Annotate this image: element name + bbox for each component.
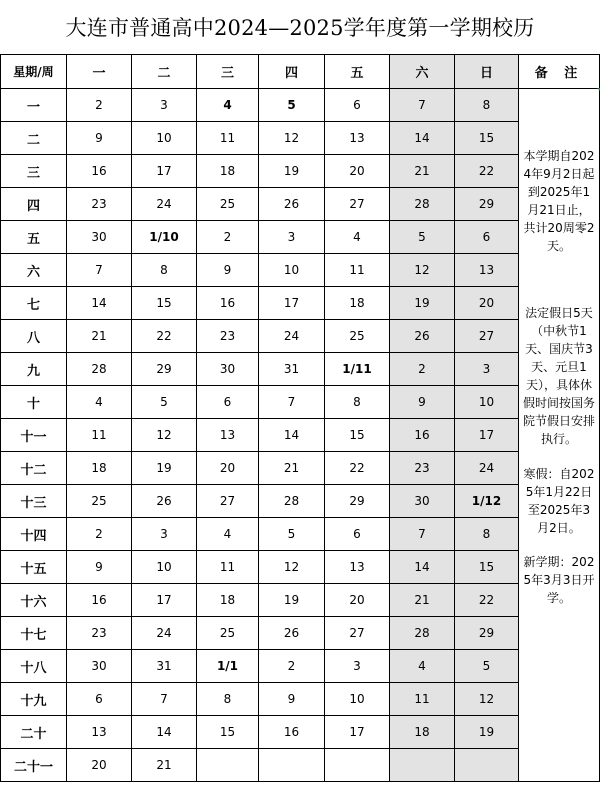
date-cell-sun: 6: [455, 221, 519, 254]
week-row: [1, 716, 600, 749]
date-cell-fri: 27: [325, 188, 390, 221]
date-cell-tue: 19: [132, 452, 197, 485]
date-cell-tue: 17: [132, 584, 197, 617]
date-cell-thu: 12: [259, 551, 325, 584]
date-cell-wed: 8: [197, 683, 259, 716]
date-cell-mon: 16: [67, 155, 132, 188]
week-row: [1, 518, 600, 551]
week-row: [1, 155, 600, 188]
date-cell-tue: 24: [132, 188, 197, 221]
week-row: [1, 749, 600, 782]
date-cell-thu: 26: [259, 188, 325, 221]
date-cell-fri: 25: [325, 320, 390, 353]
week-row: [1, 89, 600, 122]
week-row: [1, 419, 600, 452]
week-number: 十七: [1, 617, 67, 650]
week-row: [1, 254, 600, 287]
week-row: [1, 683, 600, 716]
date-cell-wed: 25: [197, 188, 259, 221]
date-cell-sun: 19: [455, 716, 519, 749]
date-cell-sun: 17: [455, 419, 519, 452]
date-cell-sat: 14: [390, 551, 455, 584]
date-cell-sun: 22: [455, 584, 519, 617]
date-cell-sun: 1/12: [455, 485, 519, 518]
week-number: 十八: [1, 650, 67, 683]
week-row: [1, 650, 600, 683]
week-row: [1, 122, 600, 155]
date-cell-sat: 18: [390, 716, 455, 749]
date-cell-sun: 8: [455, 518, 519, 551]
date-cell-mon: 16: [67, 584, 132, 617]
date-cell-fri: 13: [325, 551, 390, 584]
date-cell-tue: 3: [132, 89, 197, 122]
date-cell-mon: 6: [67, 683, 132, 716]
date-cell-fri: 18: [325, 287, 390, 320]
week-row: [1, 353, 600, 386]
date-cell-fri: 13: [325, 122, 390, 155]
date-cell-thu: 7: [259, 386, 325, 419]
date-cell-wed: 20: [197, 452, 259, 485]
date-cell-wed: 27: [197, 485, 259, 518]
date-cell-sat: 9: [390, 386, 455, 419]
date-cell-thu: 24: [259, 320, 325, 353]
date-cell-sat: 21: [390, 584, 455, 617]
date-cell-mon: 2: [67, 89, 132, 122]
date-cell-wed: 4: [197, 518, 259, 551]
date-cell-mon: 28: [67, 353, 132, 386]
date-cell-wed: 18: [197, 584, 259, 617]
date-cell-sat: 16: [390, 419, 455, 452]
week-number: 六: [1, 254, 67, 287]
date-cell-sun: 5: [455, 650, 519, 683]
date-cell-wed: 18: [197, 155, 259, 188]
date-cell-mon: 14: [67, 287, 132, 320]
day-header-mon: 一: [67, 55, 132, 89]
note-paragraph: 法定假日5天（中秋节1天、国庆节3天、元旦1天），具体休假时间按国务院节假日安排执行。: [522, 306, 595, 446]
date-cell-sat: 14: [390, 122, 455, 155]
calendar-body: [1, 89, 600, 782]
date-cell-tue: 29: [132, 353, 197, 386]
date-cell-thu: 2: [259, 650, 325, 683]
date-cell-sat: 5: [390, 221, 455, 254]
date-cell-thu: 31: [259, 353, 325, 386]
date-cell-thu: 10: [259, 254, 325, 287]
date-cell-wed: 1/1: [197, 650, 259, 683]
date-cell-mon: 7: [67, 254, 132, 287]
date-cell-tue: 22: [132, 320, 197, 353]
week-number: 八: [1, 320, 67, 353]
date-cell-sat: 19: [390, 287, 455, 320]
date-cell-mon: 9: [67, 551, 132, 584]
day-header-thu: 四: [259, 55, 325, 89]
note-paragraph: 本学期自2024年9月2日起到2025年1月21日止，共计20周零2天。: [523, 149, 595, 253]
date-cell-fri: 20: [325, 584, 390, 617]
date-cell-fri: 22: [325, 452, 390, 485]
date-cell-sat: 30: [390, 485, 455, 518]
week-row: [1, 617, 600, 650]
date-cell-mon: 4: [67, 386, 132, 419]
date-cell-wed: 15: [197, 716, 259, 749]
header-row: [1, 55, 600, 89]
date-cell-wed: 25: [197, 617, 259, 650]
date-cell-tue: 12: [132, 419, 197, 452]
date-cell-thu: 5: [259, 518, 325, 551]
date-cell-mon: 18: [67, 452, 132, 485]
date-cell-tue: 24: [132, 617, 197, 650]
week-number: 十五: [1, 551, 67, 584]
day-header-sun: 日: [455, 55, 519, 89]
week-number: 十二: [1, 452, 67, 485]
week-number: 二十: [1, 716, 67, 749]
date-cell-sat: 11: [390, 683, 455, 716]
date-cell-fri: 29: [325, 485, 390, 518]
date-cell-mon: 30: [67, 221, 132, 254]
date-cell-sat: 26: [390, 320, 455, 353]
date-cell-fri: 1/11: [325, 353, 390, 386]
date-cell-wed: [197, 749, 259, 782]
day-header-wed: 三: [197, 55, 259, 89]
week-row: [1, 320, 600, 353]
week-row: [1, 584, 600, 617]
date-cell-sat: 21: [390, 155, 455, 188]
note-paragraph: 寒假：自2025年1月22日至2025年3月2日。: [523, 467, 595, 535]
date-cell-thu: 5: [259, 89, 325, 122]
date-cell-thu: 19: [259, 584, 325, 617]
date-cell-mon: 23: [67, 617, 132, 650]
date-cell-wed: 13: [197, 419, 259, 452]
date-cell-fri: 4: [325, 221, 390, 254]
date-cell-sat: [390, 749, 455, 782]
date-cell-wed: 4: [197, 89, 259, 122]
week-number: 五: [1, 221, 67, 254]
week-number: 七: [1, 287, 67, 320]
date-cell-tue: 8: [132, 254, 197, 287]
date-cell-tue: 3: [132, 518, 197, 551]
day-header-tue: 二: [132, 55, 197, 89]
date-cell-sun: 22: [455, 155, 519, 188]
date-cell-sat: 7: [390, 518, 455, 551]
date-cell-thu: 3: [259, 221, 325, 254]
date-cell-tue: 7: [132, 683, 197, 716]
date-cell-wed: 6: [197, 386, 259, 419]
date-cell-fri: 11: [325, 254, 390, 287]
date-cell-sat: 2: [390, 353, 455, 386]
date-cell-fri: 6: [325, 518, 390, 551]
date-cell-fri: 27: [325, 617, 390, 650]
date-cell-sun: 15: [455, 551, 519, 584]
date-cell-mon: 23: [67, 188, 132, 221]
week-number: 九: [1, 353, 67, 386]
date-cell-wed: 9: [197, 254, 259, 287]
date-cell-wed: 23: [197, 320, 259, 353]
week-number: 三: [1, 155, 67, 188]
date-cell-tue: 26: [132, 485, 197, 518]
week-row: [1, 551, 600, 584]
date-cell-sun: 8: [455, 89, 519, 122]
week-row: [1, 485, 600, 518]
date-cell-fri: 10: [325, 683, 390, 716]
date-cell-wed: 16: [197, 287, 259, 320]
day-header-fri: 五: [325, 55, 390, 89]
date-cell-thu: 21: [259, 452, 325, 485]
date-cell-sat: 12: [390, 254, 455, 287]
day-header-sat: 六: [390, 55, 455, 89]
note-paragraph: 新学期：2025年3月3日开学。: [523, 555, 595, 605]
date-cell-thu: 14: [259, 419, 325, 452]
date-cell-thu: [259, 749, 325, 782]
date-cell-mon: 9: [67, 122, 132, 155]
date-cell-sun: 29: [455, 188, 519, 221]
date-cell-sun: [455, 749, 519, 782]
date-cell-sat: 28: [390, 188, 455, 221]
date-cell-thu: 12: [259, 122, 325, 155]
date-cell-tue: 10: [132, 122, 197, 155]
date-cell-thu: 19: [259, 155, 325, 188]
date-cell-fri: [325, 749, 390, 782]
week-number: 二: [1, 122, 67, 155]
date-cell-thu: 17: [259, 287, 325, 320]
date-cell-mon: 13: [67, 716, 132, 749]
week-number: 一: [1, 89, 67, 122]
week-number: 十九: [1, 683, 67, 716]
date-cell-fri: 8: [325, 386, 390, 419]
date-cell-thu: 28: [259, 485, 325, 518]
date-cell-sat: 23: [390, 452, 455, 485]
date-cell-mon: 20: [67, 749, 132, 782]
date-cell-sun: 10: [455, 386, 519, 419]
week-number: 十: [1, 386, 67, 419]
date-cell-sat: 4: [390, 650, 455, 683]
date-cell-tue: 1/10: [132, 221, 197, 254]
date-cell-fri: 3: [325, 650, 390, 683]
week-number: 十四: [1, 518, 67, 551]
date-cell-sun: 12: [455, 683, 519, 716]
notes-header: [519, 55, 600, 89]
page-title: 大连市普通高中2024—2025学年度第一学期校历: [65, 16, 535, 40]
date-cell-sat: 7: [390, 89, 455, 122]
date-cell-mon: 25: [67, 485, 132, 518]
date-cell-mon: 2: [67, 518, 132, 551]
notes-header-label: 备 注: [534, 66, 584, 81]
date-cell-thu: 16: [259, 716, 325, 749]
date-cell-wed: 11: [197, 122, 259, 155]
date-cell-wed: 30: [197, 353, 259, 386]
date-cell-tue: 10: [132, 551, 197, 584]
date-cell-sun: 20: [455, 287, 519, 320]
notes-column: [519, 89, 600, 782]
date-cell-tue: 21: [132, 749, 197, 782]
date-cell-mon: 11: [67, 419, 132, 452]
date-cell-sun: 27: [455, 320, 519, 353]
week-row: [1, 188, 600, 221]
date-cell-sun: 24: [455, 452, 519, 485]
date-cell-wed: 11: [197, 551, 259, 584]
date-cell-tue: 5: [132, 386, 197, 419]
date-cell-tue: 14: [132, 716, 197, 749]
week-header: 星期/周: [1, 55, 67, 89]
week-row: [1, 386, 600, 419]
date-cell-thu: 26: [259, 617, 325, 650]
week-number: 四: [1, 188, 67, 221]
week-row: [1, 287, 600, 320]
date-cell-wed: 2: [197, 221, 259, 254]
school-calendar-table: [0, 54, 600, 782]
date-cell-thu: 9: [259, 683, 325, 716]
date-cell-fri: 6: [325, 89, 390, 122]
date-cell-mon: 30: [67, 650, 132, 683]
date-cell-sun: 3: [455, 353, 519, 386]
date-cell-fri: 20: [325, 155, 390, 188]
week-number: 十一: [1, 419, 67, 452]
date-cell-tue: 31: [132, 650, 197, 683]
date-cell-tue: 17: [132, 155, 197, 188]
week-row: [1, 452, 600, 485]
date-cell-fri: 17: [325, 716, 390, 749]
week-number: 二十一: [1, 749, 67, 782]
date-cell-sun: 29: [455, 617, 519, 650]
week-number: 十三: [1, 485, 67, 518]
week-row: [1, 221, 600, 254]
date-cell-sun: 15: [455, 122, 519, 155]
date-cell-sun: 13: [455, 254, 519, 287]
date-cell-mon: 21: [67, 320, 132, 353]
date-cell-tue: 15: [132, 287, 197, 320]
week-number: 十六: [1, 584, 67, 617]
date-cell-fri: 15: [325, 419, 390, 452]
date-cell-sat: 28: [390, 617, 455, 650]
